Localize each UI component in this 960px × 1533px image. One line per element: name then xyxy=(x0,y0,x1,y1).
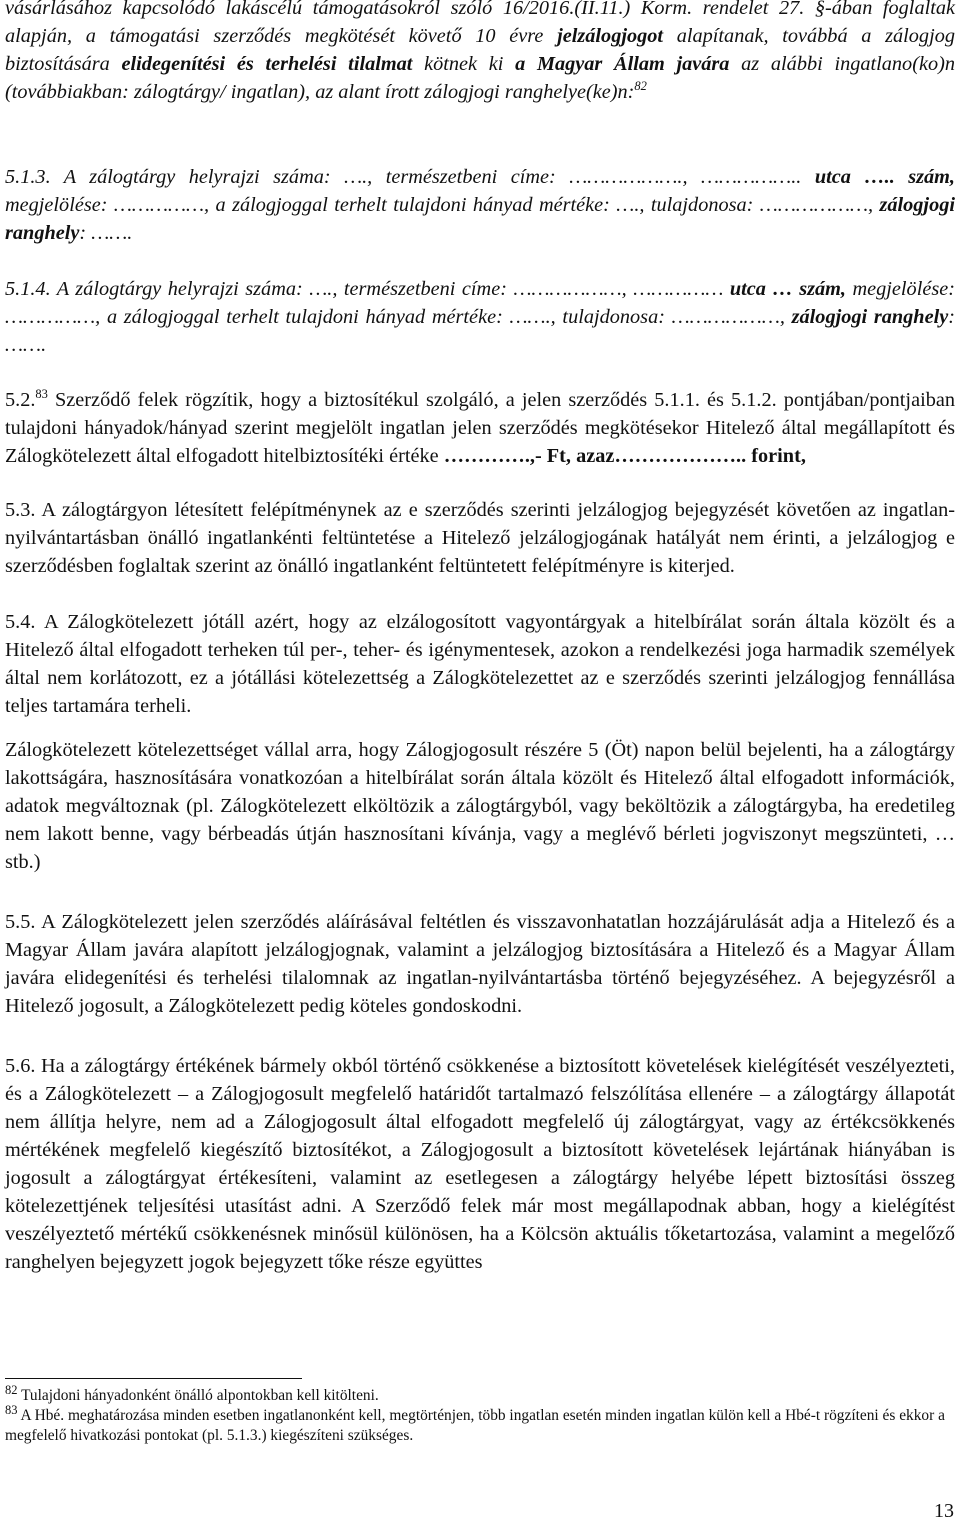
s52-value-blank: ………….,- Ft, azaz……………….. forint, xyxy=(443,445,806,467)
s513-text-1: 5.1.3. A zálogtárgy helyrajzi száma: …., természetbeni címe: ………………., …………….. xyxy=(5,166,802,188)
intro-text-3: kötnek ki xyxy=(412,53,516,75)
intro-paragraph xyxy=(5,0,955,106)
footnotes xyxy=(5,1378,955,1446)
s513-bold-1: utca ….. szám, xyxy=(801,166,956,188)
intro-bold-2: elidegenítési és terhelési tilalmat xyxy=(121,53,413,75)
s514-text-2: megjelölése: ……………, a zálogjoggal terhelt tulajdoni hányad mértéke: ……., tulajdonosa: ………………, xyxy=(5,278,955,328)
footnote-82-text: Tulajdoni hányadonként önálló alpontokban kell kitölteni. xyxy=(17,1387,379,1404)
section-5-4-continued: Zálogkötelezett kötelezettséget vállal arra, hogy Zálogjogosult részére 5 (Öt) napon belül bejelenti, ha a zálogtárgy lakottságára, hasznosítására vonatkozóan a hitelbírálat során általa közölt és Hitelező által elfogadott információk, adatok megváltoznak (pl. Zálogkötelezett elköltözik a zálogtárgyból, vagy beköltözik a zálogtárgyba, ha eredetileg nem lakott benne, vagy bérbeadás útján hasznosítani kívánja, vagy a meglévő bérleti jogviszonyt megszünteti, … stb.) xyxy=(5,739,955,873)
page-number: 13 xyxy=(934,1500,954,1522)
section-5-6: 5.6. Ha a zálogtárgy értékének bármely okból történő csökkenése a biztosított követelések kielégítését veszélyezteti, és a Zálogkötelezett ‒ a Zálogjogosult megfelelő határidőt tartalmazó felszólítása ellenére ‒ a zálogtárgy állapotát nem állítja helyre, nem ad a Zálogjogosult által elfogadott megfelelő új zálogtárgyat, vagy az értékcsökkenés mértékének megfelelő kiegészítő biztosítékot, a Zálogjogosult a biztosított követelések lejártának hiányában is jogosult a zálogtárgyat értékesíteni, valamint az esetlegesen a zálogtárgy helyébe lépett biztosítási összeg kötelezettjének teljesítési utasítást adni. A Szerződő felek már most megállapodnak abban, hogy a kielégítést veszélyeztető mértékű csökkenésnek minősül különösen, ha a Kölcsön aktuális tőketartozása, valamint a megelőző ranghelyen bejegyzett jogok bejegyzett tőke része együttes xyxy=(5,1055,955,1273)
s513-text-2: megjelölése: ……………, a zálogjoggal terhelt tulajdoni hányad mértéke: …., tulajdonosa: ………………, xyxy=(5,194,880,216)
section-5-5: 5.5. A Zálogkötelezett jelen szerződés aláírásával feltétlen és visszavonhatatlan hozzájárulását adja a Hitelező és a Magyar Állam javára alapított jelzálogjognak, valamint a jelzálogjog biztosítására a Hitelező és a Magyar Állam javára elidegenítési és terhelési tilalomnak az ingatlan-nyilvántartásba történő bejegyzéséhez. A bejegyzésről a Hitelező jogosult, a Zálogkötelezett pedig köteles gondoskodni. xyxy=(5,911,955,1017)
section-5-1-3 xyxy=(5,163,955,247)
s513-text-3: : ……. xyxy=(79,222,133,244)
s52-text: Szerződő felek rögzítik, hogy a biztosítékul szolgáló, a jelen szerződés 5.1.1. és 5.1.2. pontjában/pontjaiban tulajdoni hányadok/hányad szerint megjelölt ingatlan jelen szerződés megkötésekor Hitelező által megállapított és Zálogkötelezett által elfogadott hitelbiztosítéki értéke xyxy=(5,389,955,467)
intro-bold-3: a Magyar Állam javára xyxy=(515,53,730,75)
footnote-ref-83[interactable]: 83 xyxy=(35,387,48,402)
intro-text-1: vásárlásához kapcsolódó lakáscélú támogatásokról szóló 16/2016.(II.11.) Korm. rendelet 27. §-ában foglaltak alapján, a támogatási szerződés megkötését követő 10 évre xyxy=(5,0,955,47)
s514-text-1: 5.1.4. A zálogtárgy helyrajzi száma: …., természetbeni címe: ………………, …………… xyxy=(5,278,724,300)
section-5-4: 5.4. A Zálogkötelezett jótáll azért, hogy az elzálogosított vagyontárgyak a hitelbírálat során általa közölt és a Hitelező által elfogadott terheken túl per-, teher- és igénymentesek, azokon a rendelkezési joga harmadik személyek által nem korlátozott, ez a jótállási kötelezettség a Zálogkötelezettet az e szerződés szerinti jelzálogjog fennállása teljes tartamára terheli. xyxy=(5,611,955,717)
footnote-83-text: A Hbé. meghatározása minden esetben ingatlanonként kell, megtörténjen, több ingatlan esetén minden ingatlan külön kell a Hbé-t rögzíteni és ekkor a megfelelő hivatkozási pontokat (pl. 5.1.3.) kiegészíteni szükséges. xyxy=(5,1407,945,1444)
footnote-82-number: 82 xyxy=(5,1382,18,1397)
s513-bold-2: zálogjogi ranghely xyxy=(5,194,955,244)
intro-text-2: alapítanak, továbbá a zálogjog biztosítására xyxy=(5,25,955,75)
section-5-2 xyxy=(5,386,955,470)
s514-text-3: : ……. xyxy=(5,306,955,356)
intro-bold-1: jelzálogjogot xyxy=(557,25,664,47)
section-5-3: 5.3. A zálogtárgyon létesített felépítménynek az e szerződés szerinti jelzálogjog bejegyzését követően az ingatlan-nyilvántartásban önálló ingatlankénti feltüntetése a Hitelező jelzálogjogának hatályát nem érinti, a jelzálogjog e szerződésben foglaltak szerint az önálló ingatlanként feltüntetett felépítményre is kiterjed. xyxy=(5,499,955,577)
footnote-82 xyxy=(5,1382,955,1406)
intro-text-4: az alábbi ingatlano(ko)n (továbbiakban: zálogtárgy/ ingatlan), az alant írott zálogjogi ranghelye(ke)n: xyxy=(5,53,955,103)
s514-bold-2: zálogjogi ranghely xyxy=(791,306,949,328)
footnote-83-number: 83 xyxy=(5,1402,18,1417)
footnote-divider xyxy=(5,1378,302,1379)
footnote-83 xyxy=(5,1402,955,1446)
s514-bold-1: utca … szám, xyxy=(723,278,846,300)
section-5-1-4 xyxy=(5,275,955,359)
s52-number: 5.2. xyxy=(5,389,36,411)
footnote-ref-82[interactable]: 82 xyxy=(634,79,647,94)
